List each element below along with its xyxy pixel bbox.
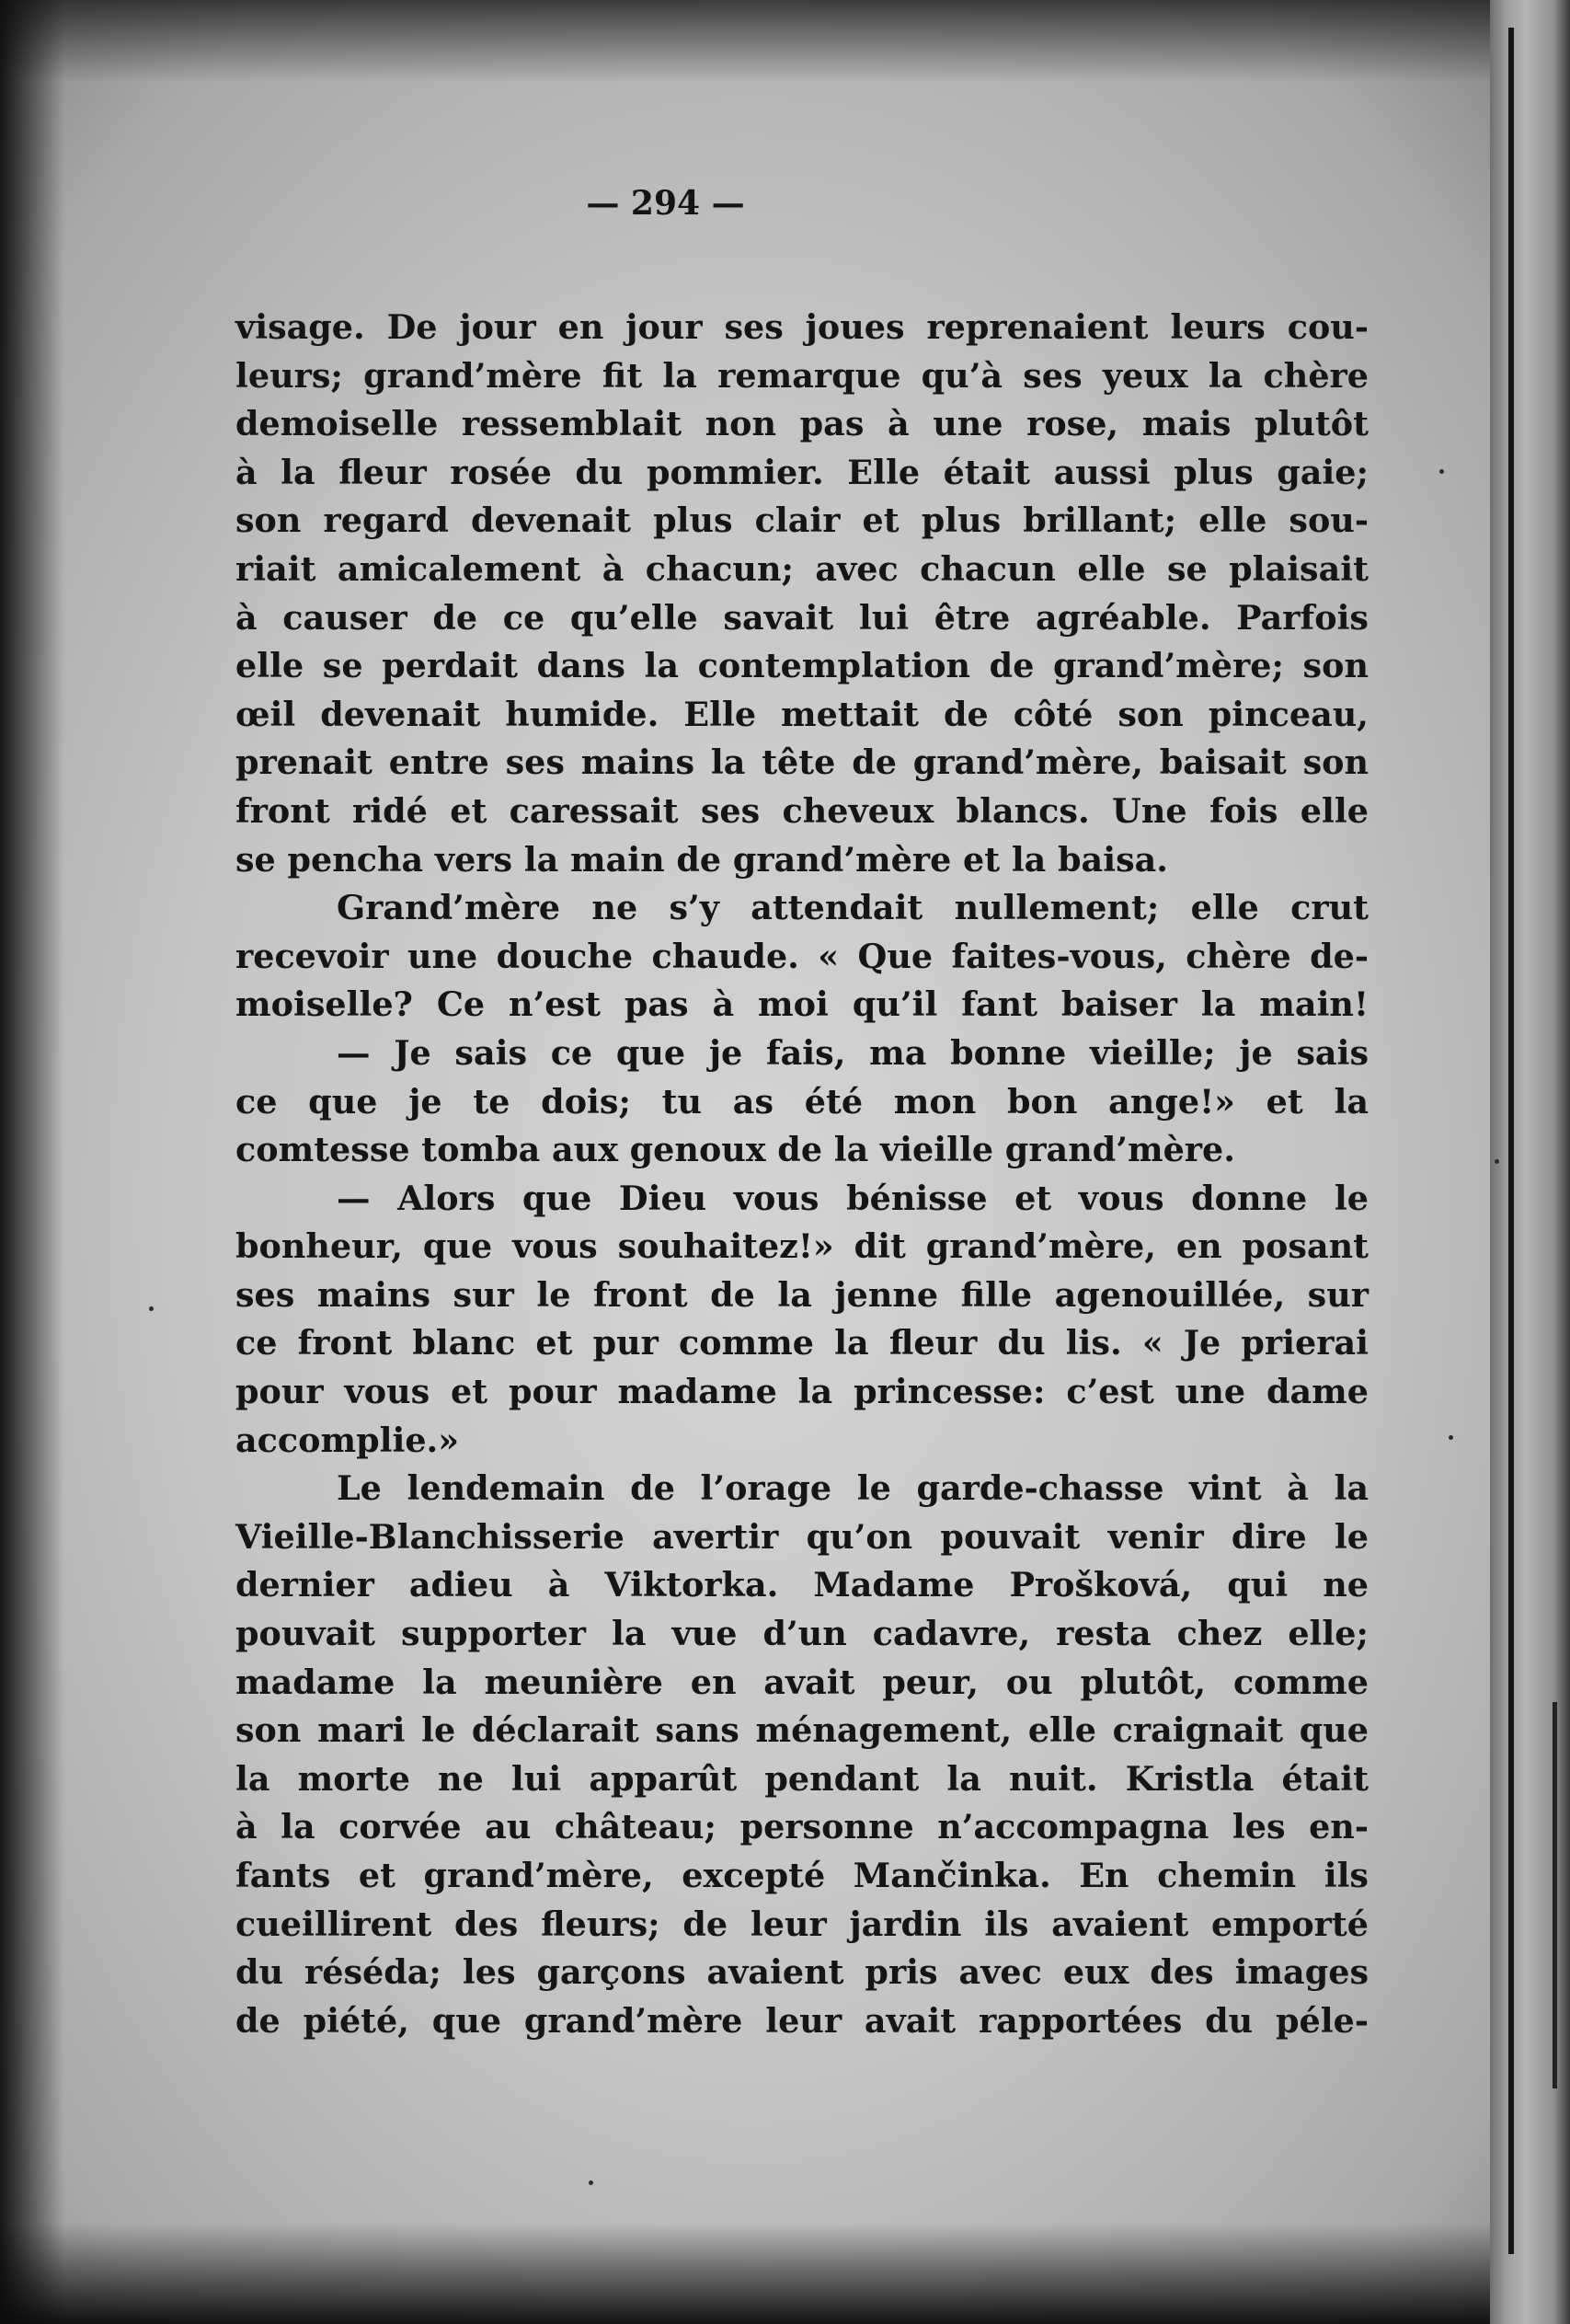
text-line: son mari le déclarait sans ménagement, elle craignait que [235,1710,1369,1751]
text-line: la morte ne lui apparût pendant la nuit. Kristla était [235,1758,1369,1799]
text-line: ce que je te dois; tu as été mon bon ange!» et la [235,1081,1369,1122]
page-number: — 294 — [586,184,745,223]
text-line: demoiselle ressemblait non pas à une rose, mais plutôt [235,404,1369,444]
binding-line-lower [1553,1702,1557,2088]
scan-speck [1439,469,1444,474]
text-line: fants et grand’mère, excepté Mančinka. En chemin ils [235,1856,1369,1895]
text-line: — Alors que Dieu vous bénisse et vous donne le [337,1178,1369,1218]
page-binding-edge [1490,0,1570,2324]
text-line: prenait entre ses mains la tête de grand’mère, baisait son [235,742,1369,783]
text-line: Vieille-Blanchisserie avertir qu’on pouvait venir dire le [235,1516,1369,1557]
text-line: pour vous et pour madame la princesse: c’est une dame [235,1372,1369,1412]
scan-speck [1495,1159,1499,1164]
text-line: œil devenait humide. Elle mettait de côté son pinceau, [235,694,1369,734]
text-line: ses mains sur le front de la jenne fille agenouillée, sur [235,1274,1369,1315]
text-line: du réséda; les garçons avaient pris avec eux des images [235,1952,1369,1993]
text-line: visage. De jour en jour ses joues reprenaient leurs cou- [235,307,1369,347]
scan-speck [1449,1435,1453,1440]
page-shadow-bottom [0,2223,1570,2324]
page-shadow-left [0,0,64,2324]
text-line: recevoir une douche chaude. « Que faites-vous, chère de- [235,936,1369,976]
scan-speck [149,1306,154,1311]
text-line: pouvait supporter la vue d’un cadavre, resta chez elle; [235,1614,1369,1654]
binding-line [1508,28,1514,2254]
text-line: ce front blanc et pur comme la fleur du lis. « Je prierai [235,1323,1369,1363]
text-line: — Je sais ce que je fais, ma bonne vieille; je sais [337,1032,1369,1073]
text-line: de piété, que grand’mère leur avait rapportées du péle- [235,2000,1369,2041]
text-line: leurs; grand’mère fit la remarque qu’à ses yeux la chère [235,355,1369,396]
body-text [235,304,1369,2045]
text-line: à la fleur rosée du pommier. Elle était aussi plus gaie; [235,452,1369,492]
text-line: front ridé et caressait ses cheveux blancs. Une fois elle [235,790,1369,831]
text-line: son regard devenait plus clair et plus brillant; elle sou- [235,500,1369,541]
scan-speck [589,2180,593,2185]
text-line: accomplie.» [235,1420,460,1460]
text-line: riait amicalement à chacun; avec chacun elle se plaisait [235,548,1369,589]
text-line: Le lendemain de l’orage le garde-chasse vint à la [337,1468,1369,1509]
text-line: Grand’mère ne s’y attendait nullement; elle crut [337,888,1369,928]
text-line: dernier adieu à Viktorka. Madame Prošková, qui ne [235,1565,1369,1605]
text-line: madame la meunière en avait peur, ou plutôt, comme [235,1662,1369,1702]
text-line: cueillirent des fleurs; de leur jardin ils avaient emporté [235,1904,1369,1944]
text-line: à causer de ce qu’elle savait lui être agréable. Parfois [235,597,1369,638]
text-line: bonheur, que vous souhaitez!» dit grand’mère, en posant [235,1226,1369,1267]
text-line: moiselle? Ce n’est pas à moi qu’il fant baiser la main! [235,984,1369,1025]
text-line: elle se perdait dans la contemplation de grand’mère; son [235,646,1369,686]
text-line: à la corvée au château; personne n’accompagna les en- [235,1807,1369,1847]
text-line: se pencha vers la main de grand’mère et la baisa. [235,839,1168,880]
text-line: comtesse tomba aux genoux de la vieille grand’mère. [235,1130,1235,1170]
page-shadow-top [0,0,1570,83]
